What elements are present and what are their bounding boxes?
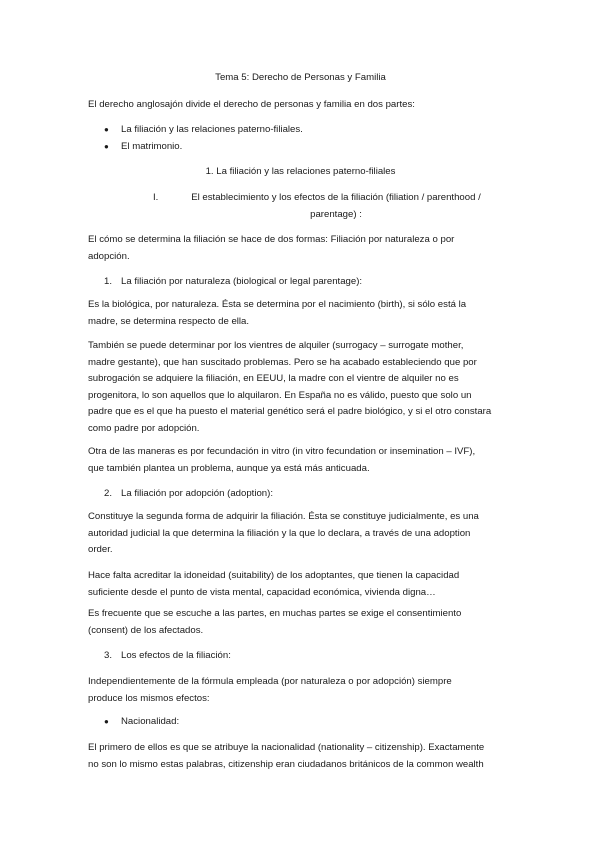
- text-line: Constituye la segunda forma de adquirir la filiación. Ésta se constituye judicialmente, es una: [88, 511, 479, 522]
- document-title: Tema 5: Derecho de Personas y Familia: [215, 72, 386, 83]
- item-number: 3.: [104, 650, 113, 661]
- item-text: La filiación por adopción (adoption):: [121, 488, 274, 499]
- bullet-text: El matrimonio.: [121, 141, 183, 152]
- item-number: 1.: [104, 276, 113, 287]
- suitability-paragraph: [88, 568, 513, 601]
- item-text: Los efectos de la filiación:: [121, 650, 231, 661]
- text-line: madre gestante), que han suscitado problemas. Pero se ha acabado estableciendo que por: [88, 356, 477, 368]
- subsection-heading-line-1: El establecimiento y los efectos de la filiación (filiation / parenthood /: [191, 192, 481, 203]
- bullet-icon: ●: [104, 717, 109, 726]
- text-line: padre que es el que ha puesto el material genético será el padre biológico, y si el otro constara: [88, 406, 492, 417]
- text-line: Hace falta acreditar la idoneidad (suitability) de los adoptantes, que tienen la capacidad: [88, 570, 460, 581]
- ivf-paragraph: [88, 444, 513, 477]
- text-line: subrogación se adquiere la filiación, en EEUU, la madre con el vientre de alquiler no es: [88, 373, 459, 384]
- text-line: como padre por adopción.: [88, 422, 200, 434]
- text-line: que también plantea un problema, aunque ya está más anticuada.: [88, 462, 370, 474]
- effects-paragraph: [88, 674, 513, 707]
- forms-paragraph: [88, 232, 513, 265]
- bullet-text: Nacionalidad:: [121, 716, 180, 727]
- bullet-icon: ●: [104, 125, 109, 134]
- text-line: madre, se determina respecto de ella.: [88, 315, 250, 327]
- text-line: adopción.: [88, 250, 130, 262]
- text-line: autoridad judicial la que determina la filiación y la que lo declara, a través de una adoption: [88, 527, 471, 539]
- text-line: Es frecuente que se escuche a las partes, en muchas partes se exige el consentimiento: [88, 608, 462, 619]
- consent-paragraph: [88, 606, 513, 639]
- text-line: También se puede determinar por los vientres de alquiler (surrogacy – surrogate mother,: [88, 340, 464, 351]
- section-1-heading: 1. La filiación y las relaciones paterno-filiales: [205, 166, 396, 177]
- subsection-numeral: I.: [153, 192, 159, 203]
- surrogacy-paragraph: [88, 338, 513, 437]
- biological-paragraph: [88, 297, 513, 330]
- text-line: produce los mismos efectos:: [88, 692, 210, 704]
- text-line: order.: [88, 544, 113, 555]
- nationality-paragraph: [88, 740, 513, 773]
- text-line: no son lo mismo estas palabras, citizenship eran ciudadanos británicos de la common wealth: [88, 758, 484, 770]
- bullet-text: La filiación y las relaciones paterno-filiales.: [121, 124, 303, 135]
- text-line: Otra de las maneras es por fecundación in vitro (in vitro fecundation or insemination – IVF),: [88, 446, 476, 457]
- text-line: suficiente desde el punto de vista mental, capacidad económica, vivienda digna…: [88, 586, 436, 598]
- text-line: Independientemente de la fórmula empleada (por naturaleza o por adopción) siempre: [88, 676, 452, 687]
- text-line: El cómo se determina la filiación se hace de dos formas: Filiación por naturaleza o por: [88, 234, 455, 245]
- item-number: 2.: [104, 488, 113, 499]
- text-line: (consent) de los afectados.: [88, 624, 204, 636]
- text-line: progenitora, lo son aquellos que lo alquilaron. En España no es válido, puesto que solo un: [88, 389, 472, 401]
- text-line: El primero de ellos es que se atribuye la nacionalidad (nationality – citizenship). Exactamente: [88, 742, 485, 753]
- bullet-icon: ●: [104, 142, 109, 151]
- adoption-paragraph: [88, 509, 513, 559]
- intro-paragraph: El derecho anglosajón divide el derecho de personas y familia en dos partes:: [88, 99, 415, 110]
- text-line: Es la biológica, por naturaleza. Ésta se determina por el nacimiento (birth), si sólo está la: [88, 299, 467, 310]
- subsection-heading-line-2: parentage) :: [310, 208, 362, 220]
- item-text: La filiación por naturaleza (biological or legal parentage):: [121, 276, 363, 287]
